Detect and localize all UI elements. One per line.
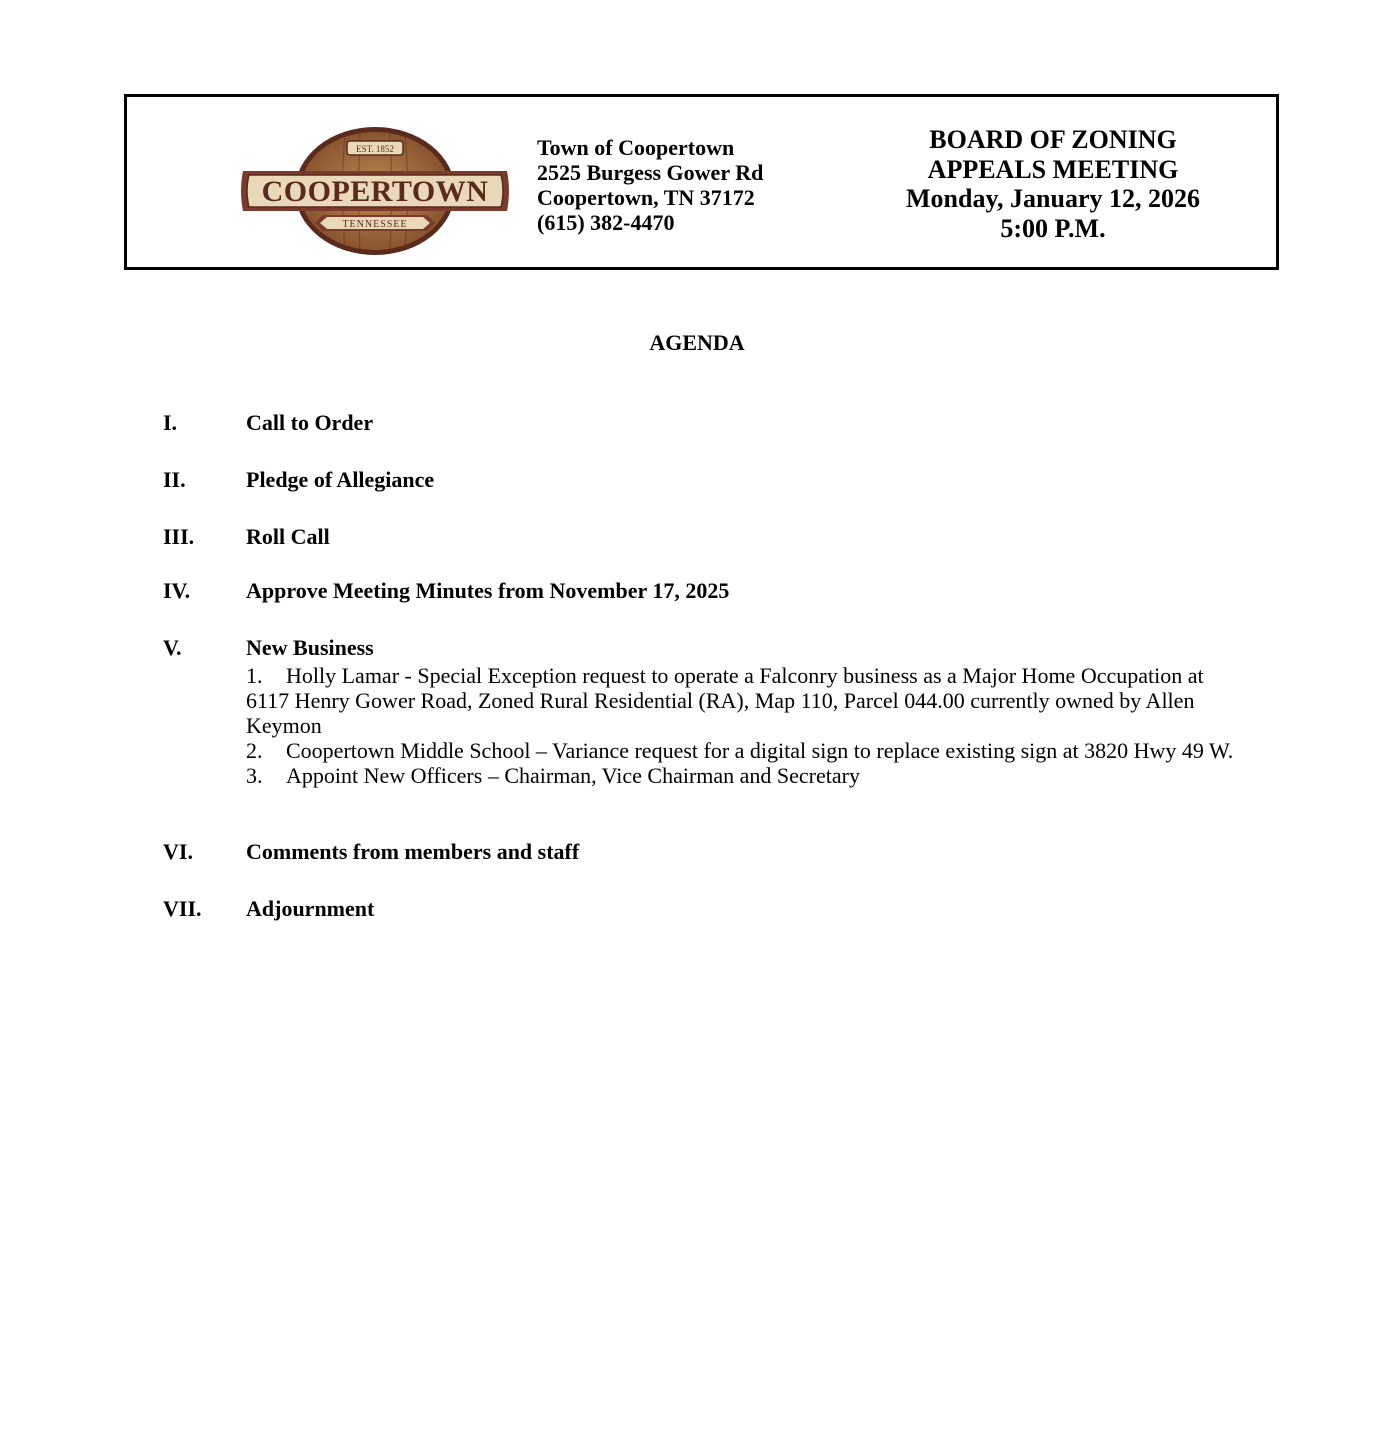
agenda-item-label: Comments from members and staff — [246, 839, 580, 864]
new-business-list — [246, 663, 1236, 788]
town-name: Town of Coopertown — [537, 135, 735, 160]
meeting-title-line2: APPEALS MEETING — [927, 154, 1179, 184]
phone-number: (615) 382-4470 — [537, 210, 675, 235]
logo-state-text: TENNESSEE — [342, 219, 408, 230]
new-business-item — [246, 763, 1236, 788]
new-business-item-text: Holly Lamar - Special Exception request to operate a Falconry business as a Major Home Occupation at 6117 Henry Gower Road, Zoned Rural Residential (RA), Map 110, Parcel 044.00 currently owned by Allen Keymon — [246, 663, 1204, 738]
agenda-item-label: Call to Order — [246, 410, 374, 435]
new-business-item-number: 2. — [246, 738, 263, 763]
new-business-item-number: 3. — [246, 763, 263, 788]
street-address: 2525 Burgess Gower Rd — [537, 160, 764, 185]
new-business-item-text: Appoint New Officers – Chairman, Vice Chairman and Secretary — [286, 763, 860, 788]
agenda-item-label: Adjournment — [246, 896, 375, 921]
logo-est-text: EST. 1852 — [356, 144, 394, 154]
agenda-item-label: Approve Meeting Minutes from November 17, 2025 — [246, 578, 730, 603]
meeting-time: 5:00 P.M. — [1000, 213, 1106, 243]
town-address-block — [537, 135, 763, 235]
agenda-title: AGENDA — [649, 330, 745, 355]
agenda-item-number: II. — [163, 467, 186, 492]
agenda-item-label: Roll Call — [246, 524, 330, 549]
meeting-info-block — [853, 125, 1253, 243]
agenda-item-number: III. — [163, 524, 195, 549]
new-business-item-number: 1. — [246, 663, 263, 688]
agenda-item-label: Pledge of Allegiance — [246, 467, 435, 492]
new-business-item-text: Coopertown Middle School – Variance request for a digital sign to replace existing sign at 3820 Hwy 49 W. — [286, 738, 1234, 763]
agenda-item-label: New Business — [246, 635, 374, 660]
agenda-item-number: I. — [163, 410, 178, 435]
logo-name-text: COOPERTOWN — [261, 175, 489, 208]
meeting-date: Monday, January 12, 2026 — [906, 184, 1200, 213]
new-business-item — [246, 738, 1236, 763]
coopertown-logo — [235, 125, 515, 257]
new-business-item — [246, 663, 1236, 738]
agenda-item-number: V. — [163, 635, 182, 660]
header-box — [124, 94, 1279, 270]
meeting-title-line1: BOARD OF ZONING — [929, 125, 1177, 154]
agenda-item-number: VII. — [163, 896, 202, 921]
city-state-zip: Coopertown, TN 37172 — [537, 185, 755, 210]
agenda-item-number: VI. — [163, 839, 193, 864]
agenda-item-number: IV. — [163, 578, 191, 603]
